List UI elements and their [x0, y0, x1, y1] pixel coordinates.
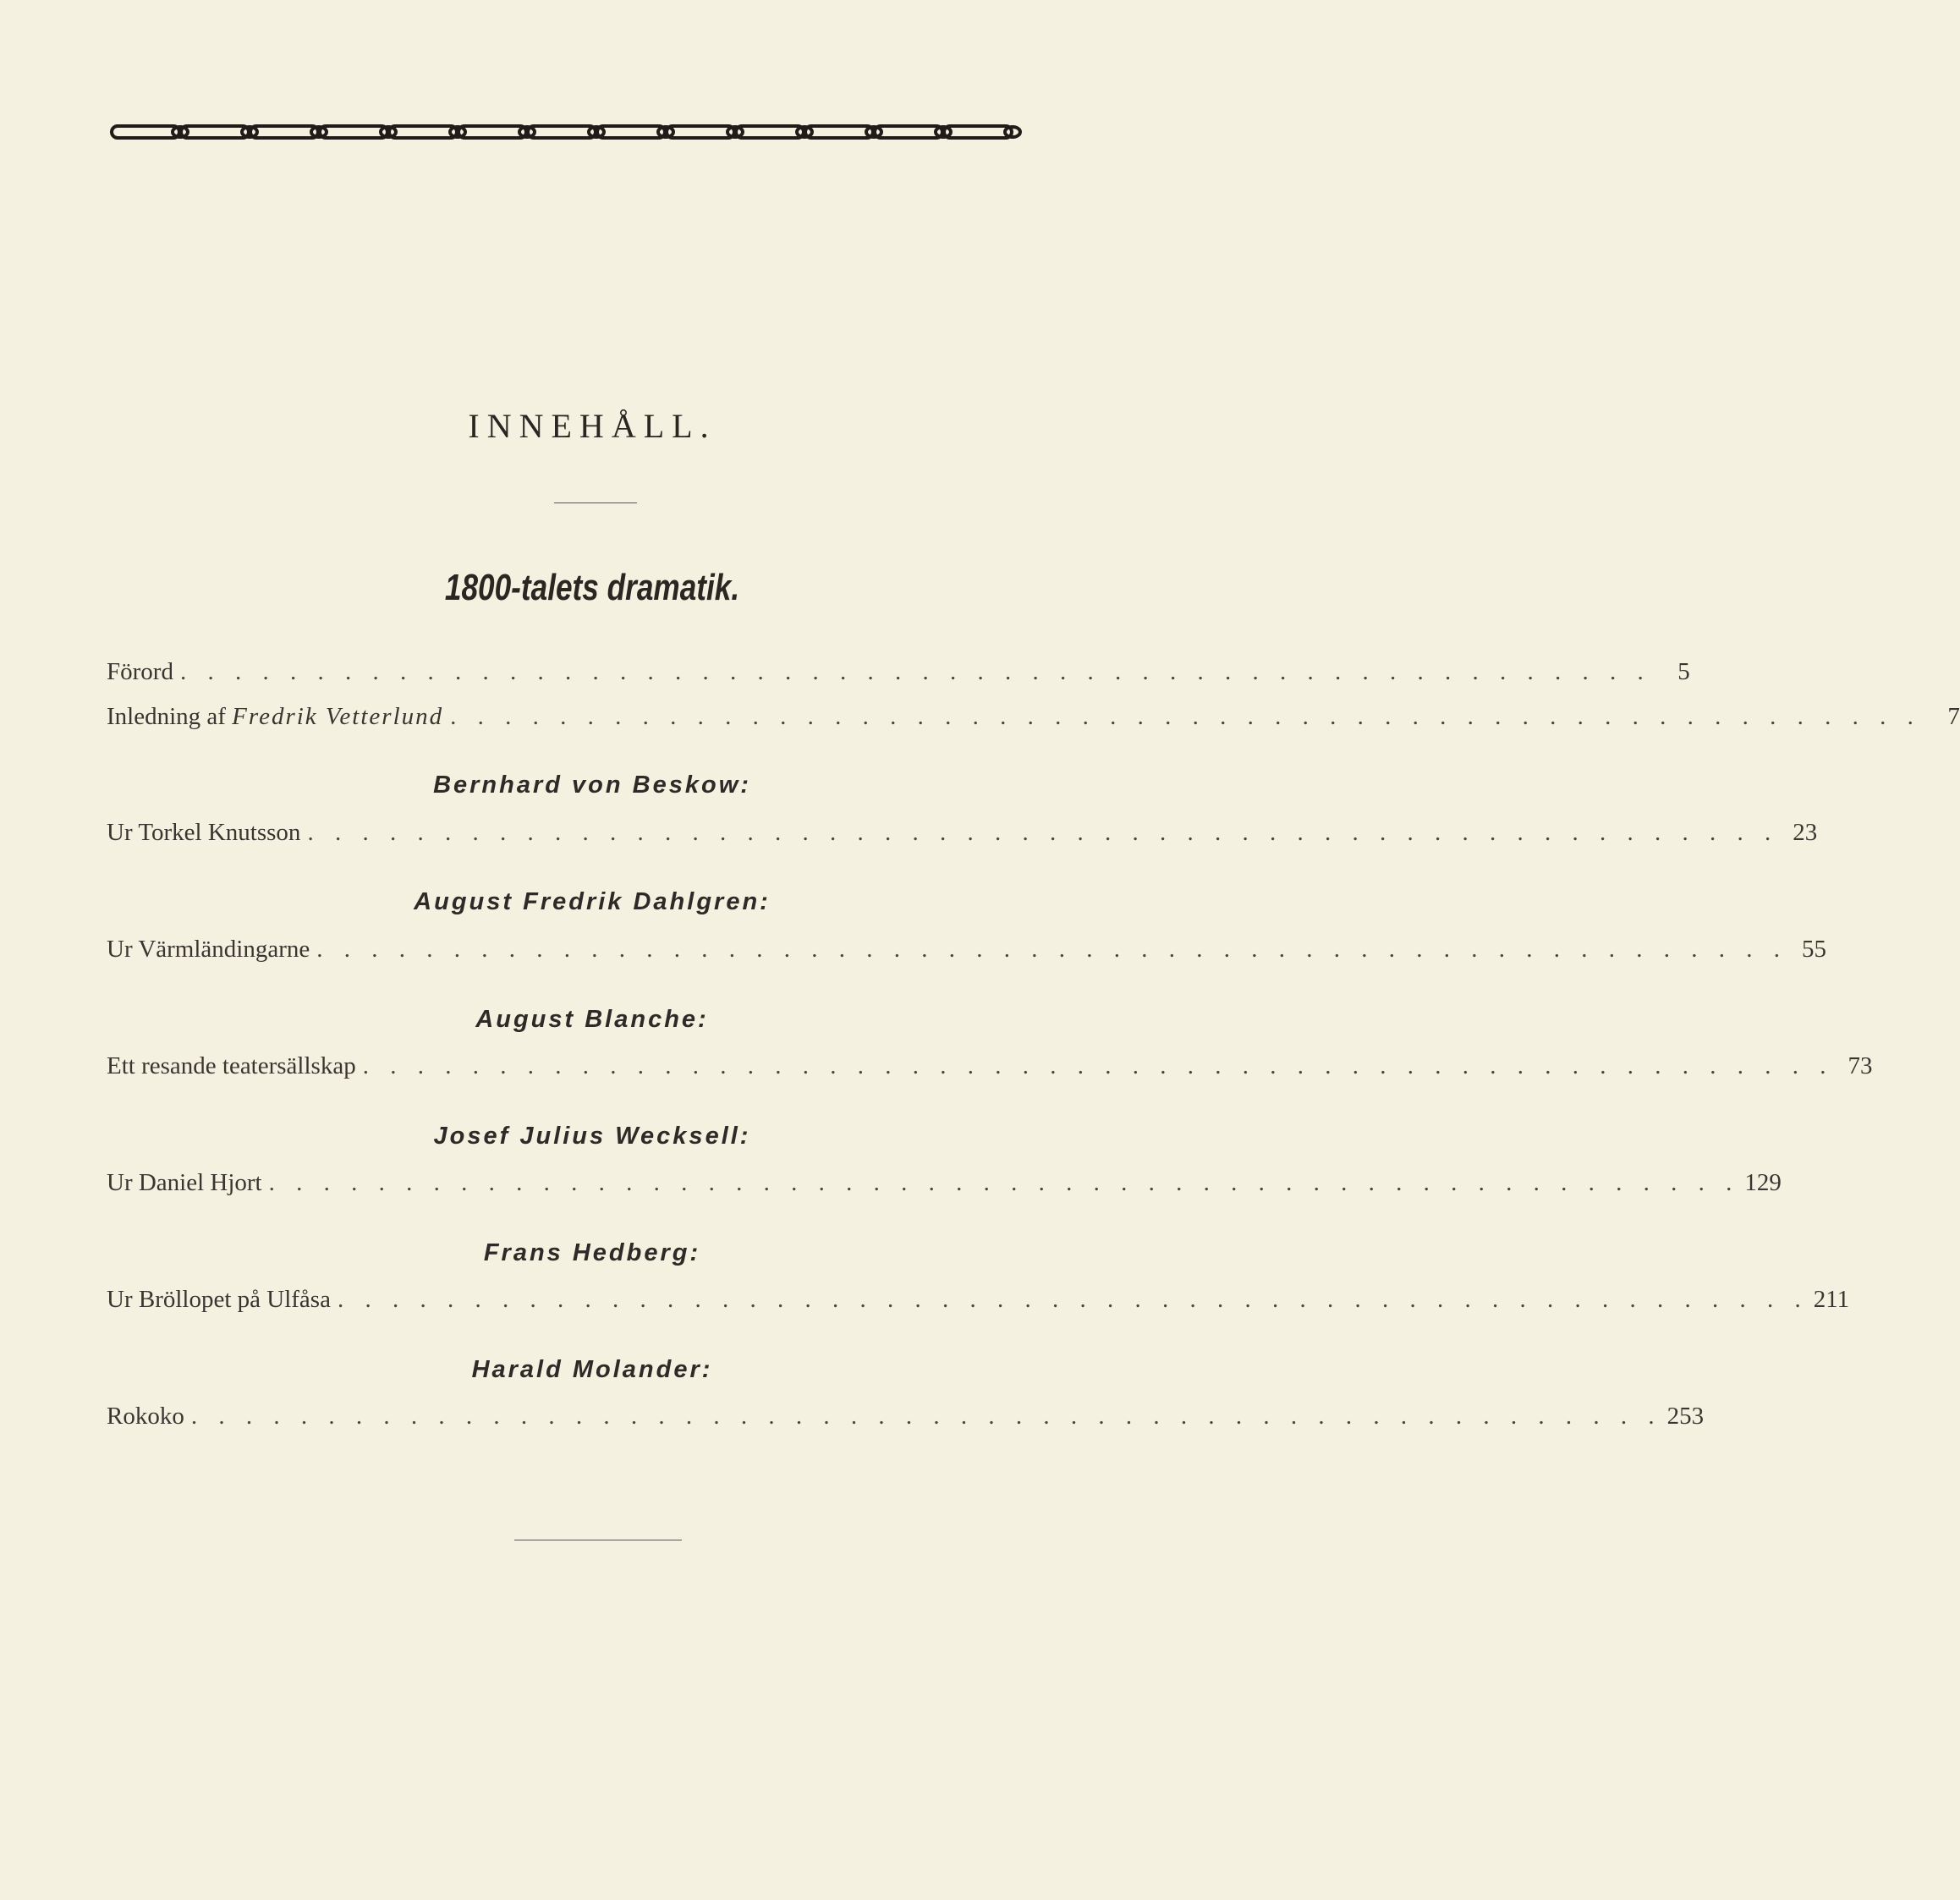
- chain-border-ornament: [108, 118, 1079, 146]
- toc-entry-title-author: Fredrik Vetterlund: [232, 703, 444, 730]
- toc-page-number: 23: [1793, 819, 1818, 846]
- author-heading-dahlgren: August Fredrik Dahlgren:: [414, 888, 771, 915]
- toc-page-number: 55: [1802, 936, 1826, 963]
- toc-entry-title: Ur Bröllopet på Ulfåsa: [107, 1286, 331, 1313]
- dot-leader: . . . . . . . . . . . . . . . . . . . . . . . . . . . . . . . . . . . . . . . . . . . . . . . . . . . . . .: [450, 703, 1921, 730]
- toc-page-number: 73: [1847, 1052, 1873, 1079]
- toc-page-number: 5: [1677, 658, 1690, 685]
- toc-entry-torkel-knutsson[interactable]: [107, 815, 1818, 849]
- author-heading-molander: Harald Molander:: [471, 1356, 713, 1383]
- author-heading-wecksell: Josef Julius Wecksell:: [433, 1123, 751, 1150]
- page-title: INNEHÅLL.: [468, 407, 716, 445]
- dot-leader: . . . . . . . . . . . . . . . . . . . . . . . . . . . . . . . . . . . . . . . . . . . . . . . . . . . . . .: [316, 936, 1787, 963]
- toc-entry-title: Ur Daniel Hjort: [107, 1169, 262, 1196]
- toc-page-number: 253: [1666, 1403, 1705, 1430]
- dot-leader: . . . . . . . . . . . . . . . . . . . . . . . . . . . . . . . . . . . . . . . . . . . . . . . . . . . . . .: [307, 819, 1779, 846]
- dot-leader: . . . . . . . . . . . . . . . . . . . . . . . . . . . . . . . . . . . . . . . . . . . . . . . . . . . . . .: [337, 1286, 1809, 1313]
- dot-leader: . . . . . . . . . . . . . . . . . . . . . . . . . . . . . . . . . . . . . . . . . . . . . . . . . . . . . .: [362, 1052, 1834, 1079]
- toc-page-number: 7: [1947, 703, 1960, 730]
- toc-entry-title: Rokoko: [107, 1403, 184, 1430]
- dot-leader: . . . . . . . . . . . . . . . . . . . . . . . . . . . . . . . . . . . . . . . . . . . . . . . . . . . . . .: [179, 658, 1651, 685]
- toc-entry-forord[interactable]: [107, 655, 1690, 689]
- section-heading: 1800-talets dramatik.: [444, 567, 740, 608]
- toc-entry-brollopet-pa-ulfasa[interactable]: [107, 1282, 1850, 1316]
- toc-entry-resande-teatersallskap[interactable]: [107, 1049, 1873, 1083]
- toc-entry-title: Ur Torkel Knutsson: [107, 819, 301, 846]
- toc-entry-inledning[interactable]: [107, 700, 1960, 733]
- toc-entry-title: Ur Värmländingarne: [107, 936, 310, 963]
- toc-entry-title: Ett resande teatersällskap: [107, 1052, 356, 1079]
- author-heading-hedberg: Frans Hedberg:: [483, 1239, 701, 1266]
- author-heading-beskow: Bernhard von Beskow:: [433, 772, 751, 799]
- toc-page-number: 129: [1744, 1169, 1782, 1196]
- toc-entry-rokoko[interactable]: [107, 1399, 1705, 1433]
- toc-entry-title: Förord: [107, 658, 173, 685]
- dot-leader: . . . . . . . . . . . . . . . . . . . . . . . . . . . . . . . . . . . . . . . . . . . . . . . . . . . . . .: [268, 1169, 1740, 1196]
- dot-leader: . . . . . . . . . . . . . . . . . . . . . . . . . . . . . . . . . . . . . . . . . . . . . . . . . . . . . .: [190, 1403, 1662, 1430]
- toc-entry-daniel-hjort[interactable]: [107, 1166, 1782, 1200]
- title-divider: [554, 502, 637, 503]
- toc-entry-varmlandingarne[interactable]: [107, 932, 1826, 966]
- toc-entry-title-prefix: Inledning af: [107, 703, 233, 730]
- toc-entry-title: [107, 700, 443, 733]
- author-heading-blanche: August Blanche:: [475, 1006, 709, 1033]
- toc-page-number: 211: [1813, 1286, 1850, 1313]
